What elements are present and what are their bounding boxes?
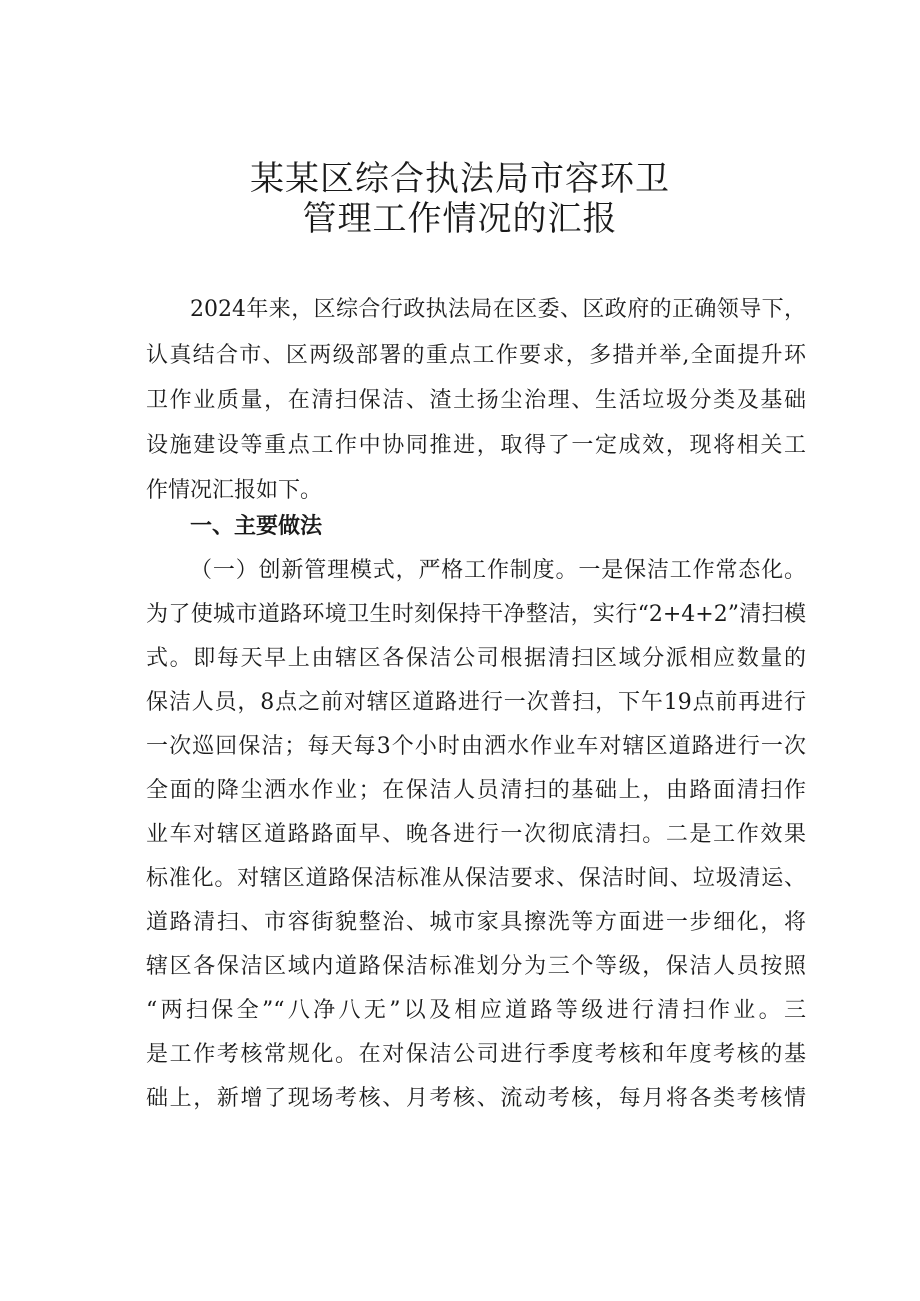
section-paragraph-line: 保洁人员，8点之前对辖区道路进行一次普扫，下午19点前再进行 xyxy=(146,690,806,715)
section-paragraph-line: 辖区各保洁区域内道路保洁标准划分为三个等级，保洁人员按照 xyxy=(146,954,806,979)
section-paragraph-line: 是工作考核常规化。在对保洁公司进行季度考核和年度考核的基 xyxy=(146,1042,806,1067)
section-paragraph-line: 式。即每天早上由辖区各保洁公司根据清扫区域分派相应数量的 xyxy=(146,646,806,671)
section-heading: 一、主要做法 xyxy=(190,514,323,539)
section-paragraph-line: “两扫保全”“八净八无”以及相应道路等级进行清扫作业。三 xyxy=(146,998,806,1023)
section-paragraph-line: 标准化。对辖区道路保洁标准从保洁要求、保洁时间、垃圾清运、 xyxy=(146,866,806,891)
intro-paragraph-line: 认真结合市、区两级部署的重点工作要求，多措并举,全面提升环 xyxy=(146,343,806,368)
intro-paragraph-line: 设施建设等重点工作中协同推进，取得了一定成效，现将相关工 xyxy=(146,433,806,458)
section-paragraph-line: 为了使城市道路环境卫生时刻保持干净整洁，实行“2+4+2”清扫模 xyxy=(146,602,806,627)
intro-paragraph-line: 作情况汇报如下。 xyxy=(146,478,323,503)
document-title-line-1: 某某区综合执法局市容环卫 xyxy=(250,159,670,199)
document-title-line-2: 管理工作情况的汇报 xyxy=(302,199,618,239)
section-paragraph-line: （一）创新管理模式，严格工作制度。一是保洁工作常态化。 xyxy=(190,558,806,583)
section-paragraph-line: 业车对辖区道路路面早、晚各进行一次彻底清扫。二是工作效果 xyxy=(146,822,806,847)
intro-paragraph-line: 2024年来，区综合行政执法局在区委、区政府的正确领导下， xyxy=(190,297,806,322)
section-paragraph-line: 一次巡回保洁；每天每3个小时由洒水作业车对辖区道路进行一次 xyxy=(146,734,806,759)
intro-paragraph-line: 卫作业质量，在清扫保洁、渣土扬尘治理、生活垃圾分类及基础 xyxy=(146,388,806,413)
section-paragraph-line: 道路清扫、市容街貌整治、城市家具擦洗等方面进一步细化，将 xyxy=(146,910,806,935)
section-paragraph-line: 础上，新增了现场考核、月考核、流动考核，每月将各类考核情 xyxy=(146,1086,806,1111)
section-paragraph-line: 全面的降尘洒水作业；在保洁人员清扫的基础上，由路面清扫作 xyxy=(146,778,806,803)
